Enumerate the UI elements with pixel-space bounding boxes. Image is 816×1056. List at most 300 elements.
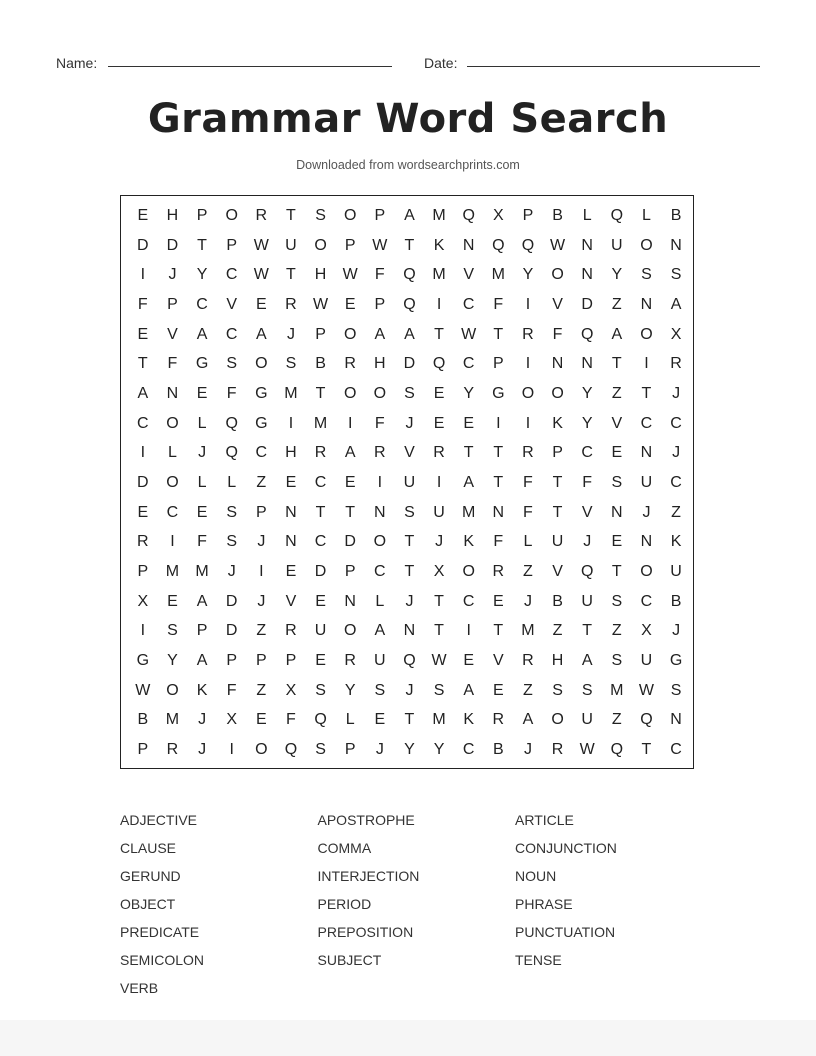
grid-cell[interactable]: T [552, 474, 563, 492]
grid-cell[interactable]: P [492, 355, 504, 373]
grid-cell[interactable]: P [196, 207, 208, 224]
grid-cell[interactable]: C [462, 741, 475, 759]
grid-cell[interactable]: E [463, 652, 475, 670]
grid-cell[interactable]: V [285, 592, 297, 610]
grid-cell[interactable]: O [640, 236, 653, 254]
grid-cell[interactable]: F [552, 325, 563, 343]
grid-cell[interactable]: H [314, 266, 327, 284]
grid-cell[interactable]: X [641, 622, 652, 640]
grid-cell[interactable]: H [285, 444, 297, 462]
grid-cell[interactable]: H [374, 355, 386, 373]
grid-cell[interactable]: Q [521, 236, 535, 254]
grid-cell[interactable]: P [522, 207, 534, 224]
grid-cell[interactable]: I [140, 266, 146, 284]
grid-cell[interactable]: S [611, 652, 623, 670]
grid-cell[interactable]: T [493, 474, 504, 492]
grid-cell[interactable]: X [433, 563, 445, 581]
grid-cell[interactable]: J [523, 741, 532, 759]
grid-cell[interactable]: T [434, 622, 444, 640]
grid-cell[interactable]: O [314, 236, 327, 254]
grid-cell[interactable]: R [551, 741, 564, 759]
grid-cell[interactable]: Z [671, 503, 681, 521]
grid-cell[interactable]: E [315, 652, 326, 670]
grid-cell[interactable]: A [581, 652, 593, 670]
grid-cell[interactable]: C [225, 325, 238, 343]
grid-cell[interactable]: P [315, 325, 326, 343]
grid-cell[interactable]: M [432, 711, 446, 729]
grid-cell[interactable]: R [166, 741, 179, 759]
grid-cell[interactable]: N [581, 236, 593, 254]
grid-cell[interactable]: F [493, 296, 504, 313]
grid-cell[interactable]: Q [580, 563, 594, 581]
grid-cell[interactable]: Z [523, 563, 533, 581]
grid-cell[interactable]: C [462, 592, 475, 610]
grid-cell[interactable]: S [641, 266, 652, 284]
grid-cell[interactable]: O [551, 711, 564, 729]
grid-cell[interactable]: R [522, 444, 534, 462]
grid-cell[interactable]: S [404, 385, 415, 403]
grid-cell[interactable]: A [196, 652, 208, 670]
grid-cell[interactable]: S [670, 681, 682, 699]
grid-cell[interactable]: W [253, 266, 269, 284]
grid-cell[interactable]: M [284, 385, 298, 403]
grid-cell[interactable]: T [315, 503, 326, 521]
grid-cell[interactable]: B [315, 355, 326, 373]
grid-cell[interactable]: J [672, 622, 681, 640]
grid-cell[interactable]: R [285, 296, 297, 313]
grid-cell[interactable]: D [403, 355, 416, 373]
grid-cell[interactable]: E [196, 503, 208, 521]
grid-cell[interactable]: S [552, 681, 563, 699]
grid-cell[interactable]: U [611, 236, 623, 254]
grid-cell[interactable]: Y [433, 741, 445, 759]
grid-cell[interactable]: N [640, 444, 653, 462]
grid-cell[interactable]: J [405, 414, 414, 432]
grid-cell[interactable]: Z [611, 296, 622, 313]
grid-cell[interactable]: Z [552, 622, 563, 640]
grid-cell[interactable]: D [137, 236, 149, 254]
grid-cell[interactable]: R [670, 355, 682, 373]
grid-cell[interactable]: Q [225, 414, 238, 432]
grid-cell[interactable]: V [611, 414, 623, 432]
grid-cell[interactable]: T [552, 503, 563, 521]
grid-cell[interactable]: C [166, 503, 179, 521]
grid-cell[interactable]: A [255, 325, 267, 343]
grid-cell[interactable]: Z [611, 385, 622, 403]
grid-cell[interactable]: G [669, 652, 683, 670]
grid-cell[interactable]: T [434, 325, 444, 343]
grid-cell[interactable]: O [255, 355, 268, 373]
grid-cell[interactable]: N [581, 266, 593, 284]
grid-cell[interactable]: D [314, 563, 327, 581]
grid-cell[interactable]: T [404, 563, 415, 581]
grid-cell[interactable]: R [374, 444, 386, 462]
grid-cell[interactable]: X [285, 681, 297, 699]
grid-cell[interactable]: O [343, 385, 357, 403]
grid-cell[interactable]: U [551, 533, 564, 551]
grid-cell[interactable]: J [375, 741, 384, 759]
grid-cell[interactable]: K [463, 533, 475, 551]
grid-cell[interactable]: F [374, 266, 385, 284]
grid-cell[interactable]: N [670, 711, 682, 729]
grid-cell[interactable]: M [432, 207, 446, 224]
grid-cell[interactable]: N [640, 296, 653, 313]
grid-cell[interactable]: Z [256, 474, 267, 492]
grid-cell[interactable]: F [286, 711, 296, 729]
grid-cell[interactable]: F [374, 414, 385, 432]
grid-cell[interactable]: F [523, 474, 533, 492]
grid-cell[interactable]: M [195, 563, 209, 581]
grid-cell[interactable]: I [644, 355, 649, 373]
grid-cell[interactable]: J [672, 385, 681, 403]
grid-cell[interactable]: Y [522, 266, 534, 284]
grid-cell[interactable]: F [493, 533, 504, 551]
grid-cell[interactable]: L [227, 474, 237, 492]
grid-cell[interactable]: N [166, 385, 179, 403]
grid-cell[interactable]: I [140, 444, 146, 462]
grid-cell[interactable]: C [314, 533, 327, 551]
grid-cell[interactable]: U [285, 236, 297, 254]
grid-cell[interactable]: Q [403, 296, 416, 313]
grid-cell[interactable]: A [374, 325, 386, 343]
grid-cell[interactable]: Y [167, 652, 178, 670]
grid-cell[interactable]: E [433, 414, 445, 432]
grid-cell[interactable]: T [582, 622, 593, 640]
grid-cell[interactable]: L [582, 207, 592, 224]
grid-cell[interactable]: L [167, 444, 177, 462]
grid-cell[interactable]: A [463, 681, 475, 699]
grid-cell[interactable]: O [551, 266, 564, 284]
grid-cell[interactable]: U [433, 503, 445, 521]
grid-cell[interactable]: A [344, 444, 356, 462]
grid-cell[interactable]: Q [403, 266, 416, 284]
grid-cell[interactable]: K [433, 236, 445, 254]
grid-cell[interactable]: Y [404, 741, 415, 759]
grid-cell[interactable]: M [462, 503, 476, 521]
grid-cell[interactable]: T [404, 236, 415, 254]
grid-cell[interactable]: M [165, 711, 180, 729]
grid-cell[interactable]: O [462, 563, 475, 581]
grid-cell[interactable]: W [579, 741, 595, 759]
grid-cell[interactable]: I [288, 414, 294, 432]
grid-cell[interactable]: L [345, 711, 355, 729]
grid-cell[interactable]: R [522, 325, 534, 343]
grid-cell[interactable]: Q [284, 741, 298, 759]
grid-cell[interactable]: O [373, 533, 387, 551]
grid-cell[interactable]: J [198, 444, 207, 462]
grid-cell[interactable]: J [642, 503, 651, 521]
grid-cell[interactable]: C [196, 296, 208, 313]
grid-cell[interactable]: T [641, 741, 652, 759]
grid-cell[interactable]: H [551, 652, 564, 670]
grid-cell[interactable]: P [344, 236, 356, 254]
grid-cell[interactable]: S [611, 474, 623, 492]
grid-cell[interactable]: O [373, 385, 387, 403]
grid-cell[interactable]: A [404, 207, 415, 224]
grid-cell[interactable]: S [285, 355, 297, 373]
grid-cell[interactable]: E [255, 296, 267, 313]
grid-cell[interactable]: E [255, 711, 267, 729]
grid-cell[interactable]: Q [610, 207, 624, 224]
grid-cell[interactable]: F [137, 296, 148, 313]
grid-cell[interactable]: E [285, 474, 297, 492]
grid-cell[interactable]: B [137, 711, 149, 729]
grid-cell[interactable]: O [166, 681, 179, 699]
grid-cell[interactable]: F [226, 681, 237, 699]
grid-cell[interactable]: J [523, 592, 532, 610]
grid-cell[interactable]: U [640, 474, 653, 492]
grid-cell[interactable]: Q [580, 325, 594, 343]
grid-cell[interactable]: R [492, 711, 505, 729]
grid-cell[interactable]: S [611, 592, 623, 610]
grid-cell[interactable]: O [343, 325, 357, 343]
grid-cell[interactable]: B [552, 592, 563, 610]
grid-cell[interactable]: M [165, 563, 180, 581]
grid-cell[interactable]: V [581, 503, 593, 521]
grid-cell[interactable]: R [255, 207, 268, 224]
grid-cell[interactable]: P [285, 652, 297, 670]
grid-cell[interactable]: E [196, 385, 208, 403]
grid-cell[interactable]: Y [196, 266, 208, 284]
grid-cell[interactable]: S [226, 503, 238, 521]
grid-cell[interactable]: P [226, 652, 238, 670]
grid-cell[interactable]: C [225, 266, 238, 284]
grid-cell[interactable]: A [670, 296, 682, 313]
grid-cell[interactable]: V [492, 652, 504, 670]
grid-cell[interactable]: O [166, 474, 179, 492]
grid-cell[interactable]: P [344, 741, 356, 759]
grid-cell[interactable]: J [672, 444, 681, 462]
grid-cell[interactable]: T [137, 355, 148, 373]
grid-cell[interactable]: W [550, 236, 566, 254]
grid-cell[interactable]: P [226, 236, 238, 254]
grid-cell[interactable]: I [229, 741, 234, 759]
grid-cell[interactable]: W [638, 681, 654, 699]
grid-cell[interactable]: Z [611, 622, 622, 640]
grid-cell[interactable]: K [552, 414, 563, 432]
grid-cell[interactable]: E [167, 592, 178, 610]
grid-cell[interactable]: P [167, 296, 178, 313]
grid-cell[interactable]: Z [256, 681, 267, 699]
grid-cell[interactable]: X [670, 325, 682, 343]
grid-cell[interactable]: I [525, 414, 531, 432]
grid-cell[interactable]: A [137, 385, 149, 403]
grid-cell[interactable]: D [581, 296, 593, 313]
grid-cell[interactable]: I [436, 296, 442, 313]
grid-cell[interactable]: Q [403, 652, 416, 670]
grid-cell[interactable]: T [434, 592, 444, 610]
grid-cell[interactable]: T [611, 355, 622, 373]
grid-cell[interactable]: I [466, 622, 471, 640]
grid-cell[interactable]: G [255, 385, 268, 403]
grid-cell[interactable]: W [313, 296, 329, 313]
grid-cell[interactable]: A [404, 325, 415, 343]
grid-cell[interactable]: O [640, 563, 653, 581]
grid-cell[interactable]: L [523, 533, 533, 551]
grid-cell[interactable]: T [641, 385, 652, 403]
grid-cell[interactable]: E [463, 414, 475, 432]
grid-cell[interactable]: J [257, 592, 266, 610]
grid-cell[interactable]: R [137, 533, 149, 551]
grid-cell[interactable]: U [403, 474, 416, 492]
grid-cell[interactable]: S [226, 533, 238, 551]
grid-cell[interactable]: L [375, 592, 385, 610]
grid-cell[interactable]: E [137, 325, 149, 343]
grid-cell[interactable]: B [670, 207, 682, 224]
grid-cell[interactable]: T [345, 503, 356, 521]
grid-cell[interactable]: E [137, 503, 149, 521]
grid-cell[interactable]: I [259, 563, 264, 581]
grid-cell[interactable]: C [462, 296, 475, 313]
grid-cell[interactable]: I [525, 355, 531, 373]
grid-cell[interactable]: N [344, 592, 356, 610]
grid-cell[interactable]: M [432, 266, 446, 284]
grid-cell[interactable]: C [581, 444, 593, 462]
grid-cell[interactable]: J [168, 266, 177, 284]
grid-cell[interactable]: A [374, 622, 386, 640]
grid-cell[interactable]: I [436, 474, 442, 492]
grid-cell[interactable]: T [286, 207, 296, 224]
grid-cell[interactable]: C [670, 741, 682, 759]
grid-cell[interactable]: C [640, 592, 653, 610]
grid-cell[interactable]: M [313, 414, 328, 432]
grid-cell[interactable]: E [315, 592, 326, 610]
grid-cell[interactable]: V [552, 296, 563, 313]
grid-cell[interactable]: A [196, 325, 208, 343]
grid-cell[interactable]: P [374, 207, 386, 224]
grid-cell[interactable]: Y [463, 385, 475, 403]
grid-cell[interactable]: N [462, 236, 475, 254]
grid-cell[interactable]: L [197, 474, 207, 492]
grid-cell[interactable]: A [196, 592, 208, 610]
grid-cell[interactable]: C [314, 474, 327, 492]
grid-cell[interactable]: N [403, 622, 416, 640]
grid-cell[interactable]: R [344, 652, 356, 670]
grid-cell[interactable]: C [255, 444, 268, 462]
grid-cell[interactable]: N [581, 355, 593, 373]
grid-cell[interactable]: T [197, 236, 207, 254]
grid-cell[interactable]: B [492, 741, 504, 759]
grid-cell[interactable]: M [521, 622, 535, 640]
grid-cell[interactable]: J [227, 563, 236, 581]
grid-cell[interactable]: N [285, 533, 297, 551]
grid-cell[interactable]: Z [523, 681, 533, 699]
grid-cell[interactable]: J [286, 325, 295, 343]
grid-cell[interactable]: U [374, 652, 386, 670]
grid-cell[interactable]: S [167, 622, 178, 640]
grid-cell[interactable]: F [523, 503, 533, 521]
grid-cell[interactable]: N [640, 533, 653, 551]
grid-cell[interactable]: V [167, 325, 178, 343]
grid-cell[interactable]: D [225, 592, 238, 610]
grid-cell[interactable]: F [197, 533, 207, 551]
grid-cell[interactable]: O [255, 741, 268, 759]
grid-cell[interactable]: K [463, 711, 475, 729]
grid-cell[interactable]: T [404, 533, 415, 551]
grid-cell[interactable]: E [374, 711, 386, 729]
grid-cell[interactable]: O [640, 325, 653, 343]
grid-cell[interactable]: N [492, 503, 505, 521]
grid-cell[interactable]: P [255, 652, 267, 670]
grid-cell[interactable]: Q [462, 207, 475, 224]
grid-cell[interactable]: I [170, 533, 175, 551]
grid-cell[interactable]: W [253, 236, 269, 254]
grid-cell[interactable]: R [522, 652, 534, 670]
grid-cell[interactable]: A [463, 474, 475, 492]
grid-cell[interactable]: L [641, 207, 651, 224]
grid-cell[interactable]: T [315, 385, 326, 403]
grid-cell[interactable]: E [433, 385, 445, 403]
grid-cell[interactable]: O [521, 385, 535, 403]
grid-cell[interactable]: W [431, 652, 447, 670]
grid-cell[interactable]: N [374, 503, 386, 521]
grid-cell[interactable]: D [225, 622, 238, 640]
grid-cell[interactable]: W [135, 681, 151, 699]
grid-cell[interactable]: I [525, 296, 531, 313]
grid-cell[interactable]: N [611, 503, 623, 521]
grid-cell[interactable]: W [372, 236, 388, 254]
grid-cell[interactable]: M [610, 681, 624, 699]
grid-cell[interactable]: C [670, 474, 682, 492]
grid-cell[interactable]: C [670, 414, 682, 432]
grid-cell[interactable]: F [582, 474, 593, 492]
grid-cell[interactable]: P [196, 622, 208, 640]
grid-cell[interactable]: J [405, 592, 414, 610]
grid-cell[interactable]: S [433, 681, 445, 699]
grid-cell[interactable]: O [343, 622, 357, 640]
grid-cell[interactable]: S [315, 681, 326, 699]
grid-cell[interactable]: O [343, 207, 357, 224]
grid-cell[interactable]: P [552, 444, 563, 462]
grid-cell[interactable]: S [581, 681, 593, 699]
grid-cell[interactable]: Q [314, 711, 327, 729]
grid-cell[interactable]: P [255, 503, 267, 521]
grid-cell[interactable]: R [344, 355, 356, 373]
grid-cell[interactable]: S [374, 681, 386, 699]
grid-cell[interactable]: S [315, 741, 326, 759]
grid-cell[interactable]: I [496, 414, 501, 432]
grid-cell[interactable]: Q [225, 444, 238, 462]
grid-cell[interactable]: B [670, 592, 682, 610]
grid-cell[interactable]: H [166, 207, 179, 224]
grid-cell[interactable]: N [670, 236, 682, 254]
grid-cell[interactable]: P [137, 563, 149, 581]
grid-cell[interactable]: D [137, 474, 149, 492]
grid-cell[interactable]: J [583, 533, 592, 551]
grid-cell[interactable]: E [137, 207, 149, 224]
grid-cell[interactable]: B [552, 207, 563, 224]
grid-cell[interactable]: W [461, 325, 477, 343]
grid-cell[interactable]: X [226, 711, 238, 729]
grid-cell[interactable]: J [198, 741, 207, 759]
grid-cell[interactable]: U [581, 711, 593, 729]
grid-cell[interactable]: Z [611, 711, 622, 729]
grid-cell[interactable]: A [611, 325, 623, 343]
grid-cell[interactable]: P [137, 741, 149, 759]
grid-cell[interactable]: R [314, 444, 327, 462]
grid-cell[interactable]: G [492, 385, 505, 403]
grid-cell[interactable]: J [405, 681, 414, 699]
grid-cell[interactable]: N [551, 355, 564, 373]
grid-cell[interactable]: R [433, 444, 445, 462]
grid-cell[interactable]: J [435, 533, 444, 551]
grid-cell[interactable]: J [257, 533, 266, 551]
grid-cell[interactable]: C [462, 355, 475, 373]
grid-cell[interactable]: E [611, 444, 623, 462]
grid-cell[interactable]: U [640, 652, 653, 670]
grid-cell[interactable]: I [377, 474, 383, 492]
grid-cell[interactable]: U [670, 563, 682, 581]
